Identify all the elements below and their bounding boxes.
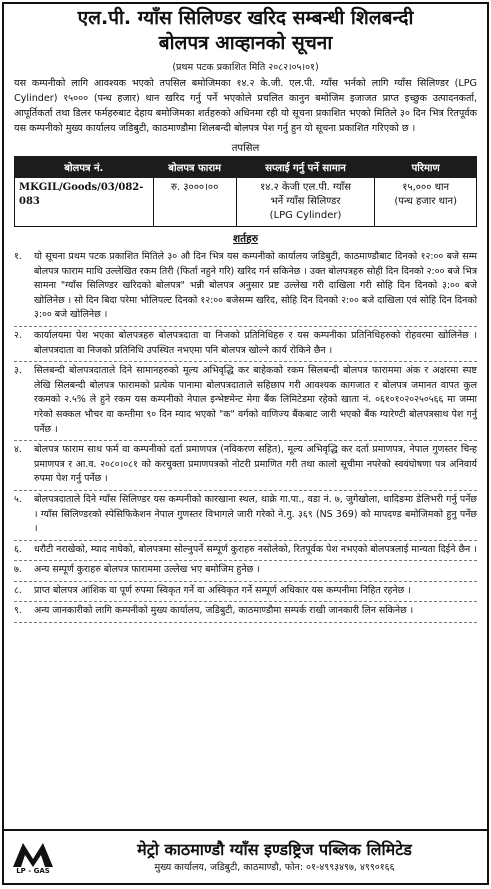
tapsil-heading: तपसिल [231, 143, 260, 154]
condition-item [14, 248, 477, 327]
condition-text: प्राप्त बोलपत्र आंशिक वा पूर्ण रुपमा स्विकृत गर्ने वा अस्विकृत गर्ने सम्पूर्ण अधिकार यस कम्पनीमा निहित रहनेछ । [34, 584, 411, 596]
condition-number: ३. [14, 365, 22, 377]
qty-line-2: (पन्ध हजार थान) [394, 196, 458, 207]
intro-paragraph: यस कम्पनीको लागि आवश्यक भएको तपसिल बमोजिमका १४.२ के.जी. एल.पी. ग्याँस भर्नको लागि ग्याँस सिलिण्डर (LPG Cylinder) १५००० (पन्ध हजार) थान खरिद गर्नु पर्ने भएकोले प्रचलित कानुन बमोजिम इजाजत प्राप्त इच्छुक उत्पादनकर्ता, आपूर्तिकर्ता तथा डिलर फर्महरुबाट देहाय बमोजिमका शर्तहरुको अधिनमा रही यो सूचना प्रकाशित भएको मितिले ३० दिन भित्र रितपूर्वक यस कम्पनीको मुख्य कार्यालय जडिबुटी, काठमाण्डौमा शिलबन्दी बोलपत्र पेश गर्नु हुन यो सूचना प्रकाशित गरिएको छ । [14, 78, 477, 134]
condition-item [14, 602, 477, 623]
condition-item [14, 561, 477, 582]
company-address: मुख्य कार्यालय, जडिबुटी, काठमाण्डौ, फोन: ०१-४९९३४९७, ४९९०१६६ [154, 862, 395, 873]
condition-item [14, 327, 477, 362]
condition-item [14, 541, 477, 562]
condition-number: १. [14, 251, 22, 262]
condition-text: बोलपत्रदाताले दिने ग्याँस सिलिण्डर यस कम्पनीको कारखाना स्थल, थाक्रे गा.पा., वडा नं. ७, जुगेखोला, धादिङमा डेलिभरी गर्नु पर्नेछ । ग्याँस सिलिण्डरको स्पेसिफिकेशन नेपाल गुणस्तर विभागले जारी गरेको ने.गु. ३६९ (NS 369) को मापदण्ड बमोजिमको हुनु पर्नेछ । [34, 493, 477, 535]
condition-item [14, 362, 477, 441]
table-row [15, 178, 477, 227]
condition-text: अन्य सम्पूर्ण कुराहरु बोलपत्र फाराममा उल्लेख भए बमोजिम हुनेछ । [34, 564, 260, 576]
col-header-ref: बोलपत्र नं. [15, 157, 154, 178]
cell-fee: रु. ३०००।०० [153, 178, 236, 227]
condition-item [14, 491, 477, 541]
condition-text: धरौटी नराखेको, म्याद नाघेको, बोलपत्रमा सोल्नुपर्ने सम्पूर्ण कुराहरु नसोलेको, रितपूर्वक पेश नभएको बोलपत्रलाई मान्यता दिईने छैन । [34, 543, 477, 555]
company-logo [4, 839, 62, 875]
condition-number: ५. [14, 493, 22, 505]
title-line-2: बोलपत्र आव्हानको सूचना [158, 32, 333, 54]
company-footer [4, 829, 487, 883]
table-header-row [15, 157, 477, 178]
condition-number: ६. [14, 543, 22, 555]
notice-page [2, 2, 489, 885]
company-name: मेट्रो काठमाण्डौ ग्याँस इण्डष्ट्रिज पब्लिक लिमिटेड [137, 840, 412, 859]
condition-number: ७. [14, 564, 22, 576]
notice-title [14, 6, 477, 56]
conditions-list [14, 248, 477, 623]
condition-number: ९. [14, 605, 22, 617]
cell-item [236, 178, 375, 227]
condition-number: ४. [14, 444, 22, 456]
condition-text: बोलपत्र फाराम साथ फर्म वा कम्पनीको दर्ता प्रमाणपत्र (नविकरण सहित), मूल्य अभिवृद्धि कर दर्ता प्रमाणपत्र, नेपाल गुणस्तर चिन्ह प्रमाणपत्र र आ.व. २०८०।०८१ को करचुक्ता प्रमाणपत्रको नोटरी प्रमाणित गरी तथा कालो सूचीमा नपरेको स्वयंघोषणा पत्र अनिवार्य रुपमा पेश गर्नु पर्नेछ । [34, 444, 477, 485]
col-header-qty: परिमाण [375, 157, 477, 178]
condition-text: कार्यालयमा पेश भएका बोलपत्रहरु बोलपत्रदाता वा निजको प्रतिनिधिहरु र यस कम्पनीका प्रतिनिधिहरुको रोहवरमा खोलिनेछ । बोलपत्रदाता वा निजको प्रतिनिधि उपस्थित नभएमा पनि बोलपत्र खोल्ने कार्य रोकिने छैन । [34, 329, 477, 356]
condition-text: अन्य जानकारीको लागि कम्पनीको मुख्य कार्यालय, जडिबुटी, काठमाण्डौमा सम्पर्क राखी जानकारी लिन सकिनेछ । [34, 605, 414, 617]
title-line-1: एल.पी. ग्याँस सिलिण्डर खरिद सम्बन्धी शिलबन्दी [77, 7, 414, 29]
condition-item [14, 582, 477, 603]
item-line-1: १४.२ केजी एल.पी. ग्याँस [260, 182, 351, 193]
tender-table [14, 156, 477, 227]
condition-number: ८. [14, 584, 22, 596]
condition-number: २. [14, 329, 22, 341]
metro-m-logo-icon [11, 839, 55, 869]
col-header-fee: बोलपत्र फाराम [153, 157, 236, 178]
condition-item [14, 441, 477, 491]
col-header-item: सप्लाई गर्नु पर्ने सामान [236, 157, 375, 178]
qty-line-1: १५,००० थान [402, 182, 450, 193]
publication-date: (प्रथम पटक प्रकाशित मिति २०८२।०५।०१) [172, 62, 319, 73]
logo-caption: LP - GAS [16, 867, 50, 875]
company-info [62, 839, 487, 875]
cell-qty [375, 178, 477, 227]
condition-text: यो सूचना प्रथम पटक प्रकाशित मितिले ३० औ दिन भित्र यस कम्पनीको कार्यालय जडिबुटी, काठमाण्डौबाट दिनको १२:०० बजे सम्म बोलपत्र फाराम माथि उल्लेखित रकम तिरी (फिर्ता नहुने गरि) खरिद गर्न सकिनेछ । उक्त बोलपत्रहरु सोही दिन दिनको २:०० बजे भित्र सामना "ग्याँस सिलिण्डर खरिदको बोलपत्र" भन्नी बोलपत्र अनुसार प्रष्ट उल्लेख गरी दाखिला गरी सोहि दिन दिनको ३:०० बजे खोलिनेछ । सो दिन बिदा परेमा भोलिपल्ट दिनको १२:०० बजेसम्म खरिद, सोहि दिन दिनको २:०० बजे दाखिला एवं सोहि दिन दिनको ३:०० बजे खोलिनेछ । [34, 251, 477, 321]
item-line-2: भर्ने ग्याँस सिलिण्डर [270, 196, 341, 207]
condition-text: सिलबन्दी बोलपत्रदाताले दिने सामानहरुको मूल्य अभिवृद्धि कर बाहेकको रकम सिलबन्दी बोलपत्र फाराममा अंक र अक्षरमा स्पष्ट लेखि सिलबन्दी बोलपत्र फारामको प्रत्येक पानामा बोलपत्रदाताले सहिछाप गरी आवश्यक कागजात र बोलपत्र जमानत वापत कुल रकमको २.५% ले हुने रकम यस कम्पनीको नेपाल इन्भेष्टमेन्ट मेगा बैंक लिमिटेडमा रहेको खाता नं. ०६१०१०२०२५०५६६ मा जम्मा गरेको सक्कल भौचर वा कम्तीमा ९० दिन म्याद भएको "क" वर्गको वाणिज्य बैंकबाट जारी भएको बैंक ग्यारेण्टी बोलपत्रसाथ पेश गर्नु पर्नेछ । [34, 365, 477, 435]
cell-ref: MKGIL/Goods/03/082-083 [15, 178, 154, 227]
item-line-3: (LPG Cylinder) [269, 210, 342, 221]
conditions-heading: शर्तहरु [233, 233, 258, 245]
